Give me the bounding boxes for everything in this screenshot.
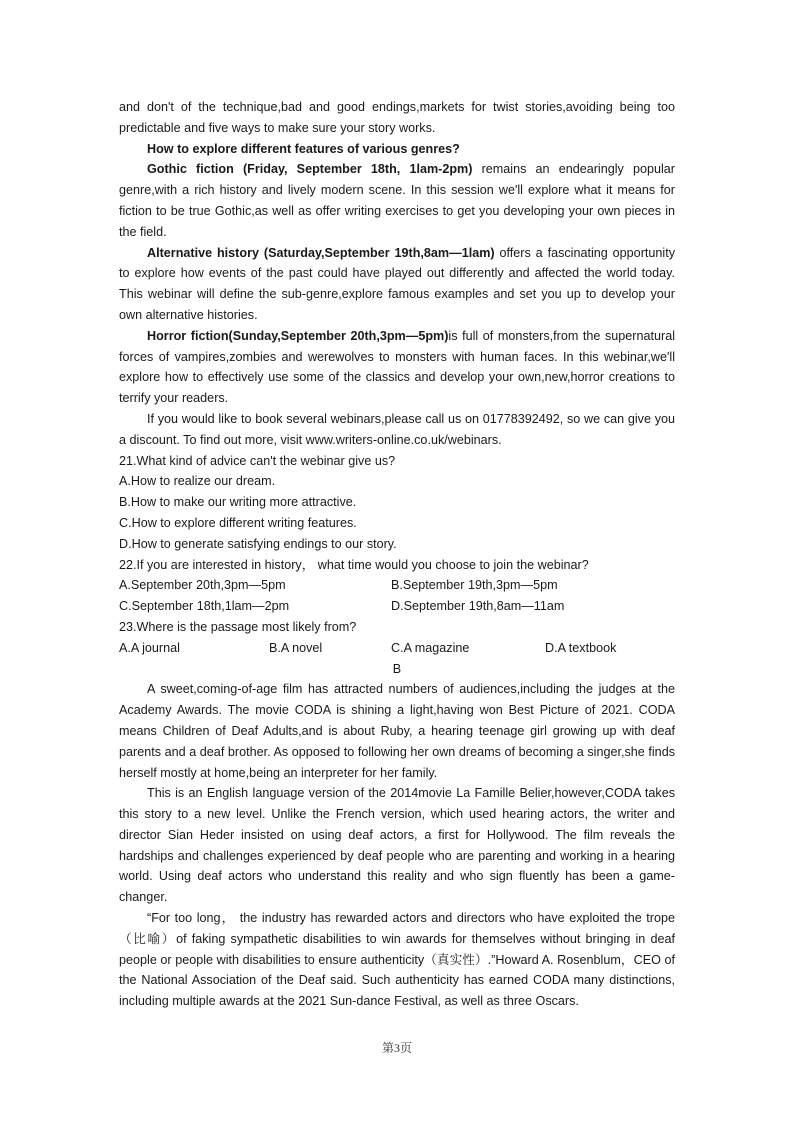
page-number: 第3页 bbox=[381, 1041, 412, 1055]
question-21-option-c: C.How to explore different writing features. bbox=[119, 515, 357, 530]
passage-b-paragraph-2: This is an English language version of the 2014movie La Famille Belier,however,CODA takes this story to a new level. Unlike the French version, which used hearing actors, the writer and director Sian Heder insisted on using deaf actors, a first for Hollywood. The film reveals the hardships and challenges experienced by deaf people who are parenting and working in a hearing world. Using deaf actors who understand this reality and who sign fluently has been a game-changer. bbox=[119, 786, 675, 905]
exam-page bbox=[119, 97, 675, 1012]
question-23-options-row bbox=[119, 638, 675, 659]
section-heading: How to explore different features of various genres? bbox=[147, 141, 460, 156]
alt-history-body: offers a fascinating opportunity to explore how events of the past could have played out differently and affected the world today. This webinar will define the sub-genre,explore famous examples and set you up to develop your own alternative histories. bbox=[119, 245, 675, 322]
question-21-stem: 21.What kind of advice can't the webinar give us? bbox=[119, 453, 396, 468]
question-23-option-a: A.A journal bbox=[119, 640, 180, 655]
passage-b-paragraph-1: A sweet,coming-of-age film has attracted numbers of audiences,including the judges at the Academy Awards. The movie CODA is shining a light,having won Best Picture of 2021. CODA means Children of Deaf Adults,and is about Ruby, a hearing teenage girl growing up with deaf parents and a deaf brother. As opposed to following her own dreams of becoming a singer,she finds herself mostly at home,being an interpreter for her family. bbox=[119, 682, 675, 780]
gothic-paragraph bbox=[119, 159, 675, 242]
gothic-body: remains an endearingly popular genre,with a rich history and lively modern scene. In this session we'll explore what it means for fiction to be true Gothic,as well as offer writing exercises to get you developing your own pieces in the field. bbox=[119, 162, 675, 239]
question-21-option-b: B.How to make our writing more attractive. bbox=[119, 495, 357, 510]
question-23-option-d: D.A textbook bbox=[545, 640, 617, 655]
question-22-option-d: D.September 19th,8am—11am bbox=[391, 599, 565, 614]
horror-body: is full of monsters,from the supernatural forces of vampires,zombies and werewolves to monsters with human faces. In this webinar,we'll explore how to effectively use some of the classics and develop your own,new,horror creations to terrify your readers. bbox=[119, 328, 675, 406]
alt-history-paragraph bbox=[119, 243, 675, 326]
question-22-options-row-1 bbox=[119, 575, 675, 596]
passage-a-continuation: and don't of the technique,bad and good endings,markets for twist stories,avoiding being too predictable and five ways to make sure your story works. bbox=[119, 100, 675, 135]
passage-b-paragraph-3: “For too long， the industry has rewarded actors and directors who have exploited the trope（比喻）of faking sympathetic disabilities to win awards for themselves without bringing in deaf people or people with disabilities to ensure authenticity（真实性）.”Howard A. Rosenblum，CEO of the National Association of the Deaf said. Such authenticity has earned CODA many distinctions, including multiple awards at the 2021 Sun-dance Festival, as well as three Oscars. bbox=[119, 911, 675, 1009]
question-23-option-c: C.A magazine bbox=[391, 640, 470, 655]
question-22-option-c: C.September 18th,1lam—2pm bbox=[119, 599, 290, 614]
question-22-option-b: B.September 19th,3pm—5pm bbox=[391, 578, 558, 593]
gothic-title: Gothic fiction (Friday, September 18th, 1lam-2pm) bbox=[147, 162, 473, 177]
question-22-options-row-2 bbox=[119, 596, 675, 617]
alt-history-title: Alternative history (Saturday,September 19th,8am—1lam) bbox=[147, 245, 495, 260]
passage-b-label: B bbox=[392, 661, 402, 676]
question-22-stem: 22.If you are interested in history， what time would you choose to join the webinar? bbox=[119, 557, 589, 572]
question-21-option-d: D.How to generate satisfying endings to our story. bbox=[119, 536, 397, 551]
question-21-option-a: A.How to realize our dream. bbox=[119, 474, 276, 489]
horror-title: Horror fiction(Sunday,September 20th,3pm—5pm) bbox=[147, 328, 449, 343]
question-23-stem: 23.Where is the passage most likely from? bbox=[119, 619, 357, 634]
booking-paragraph: If you would like to book several webinars,please call us on 01778392492, so we can give you a discount. To find out more, visit www.writers-online.co.uk/webinars. bbox=[119, 411, 675, 447]
horror-paragraph bbox=[119, 326, 675, 409]
question-23-option-b: B.A novel bbox=[269, 640, 323, 655]
question-22-option-a: A.September 20th,3pm—5pm bbox=[119, 578, 286, 593]
